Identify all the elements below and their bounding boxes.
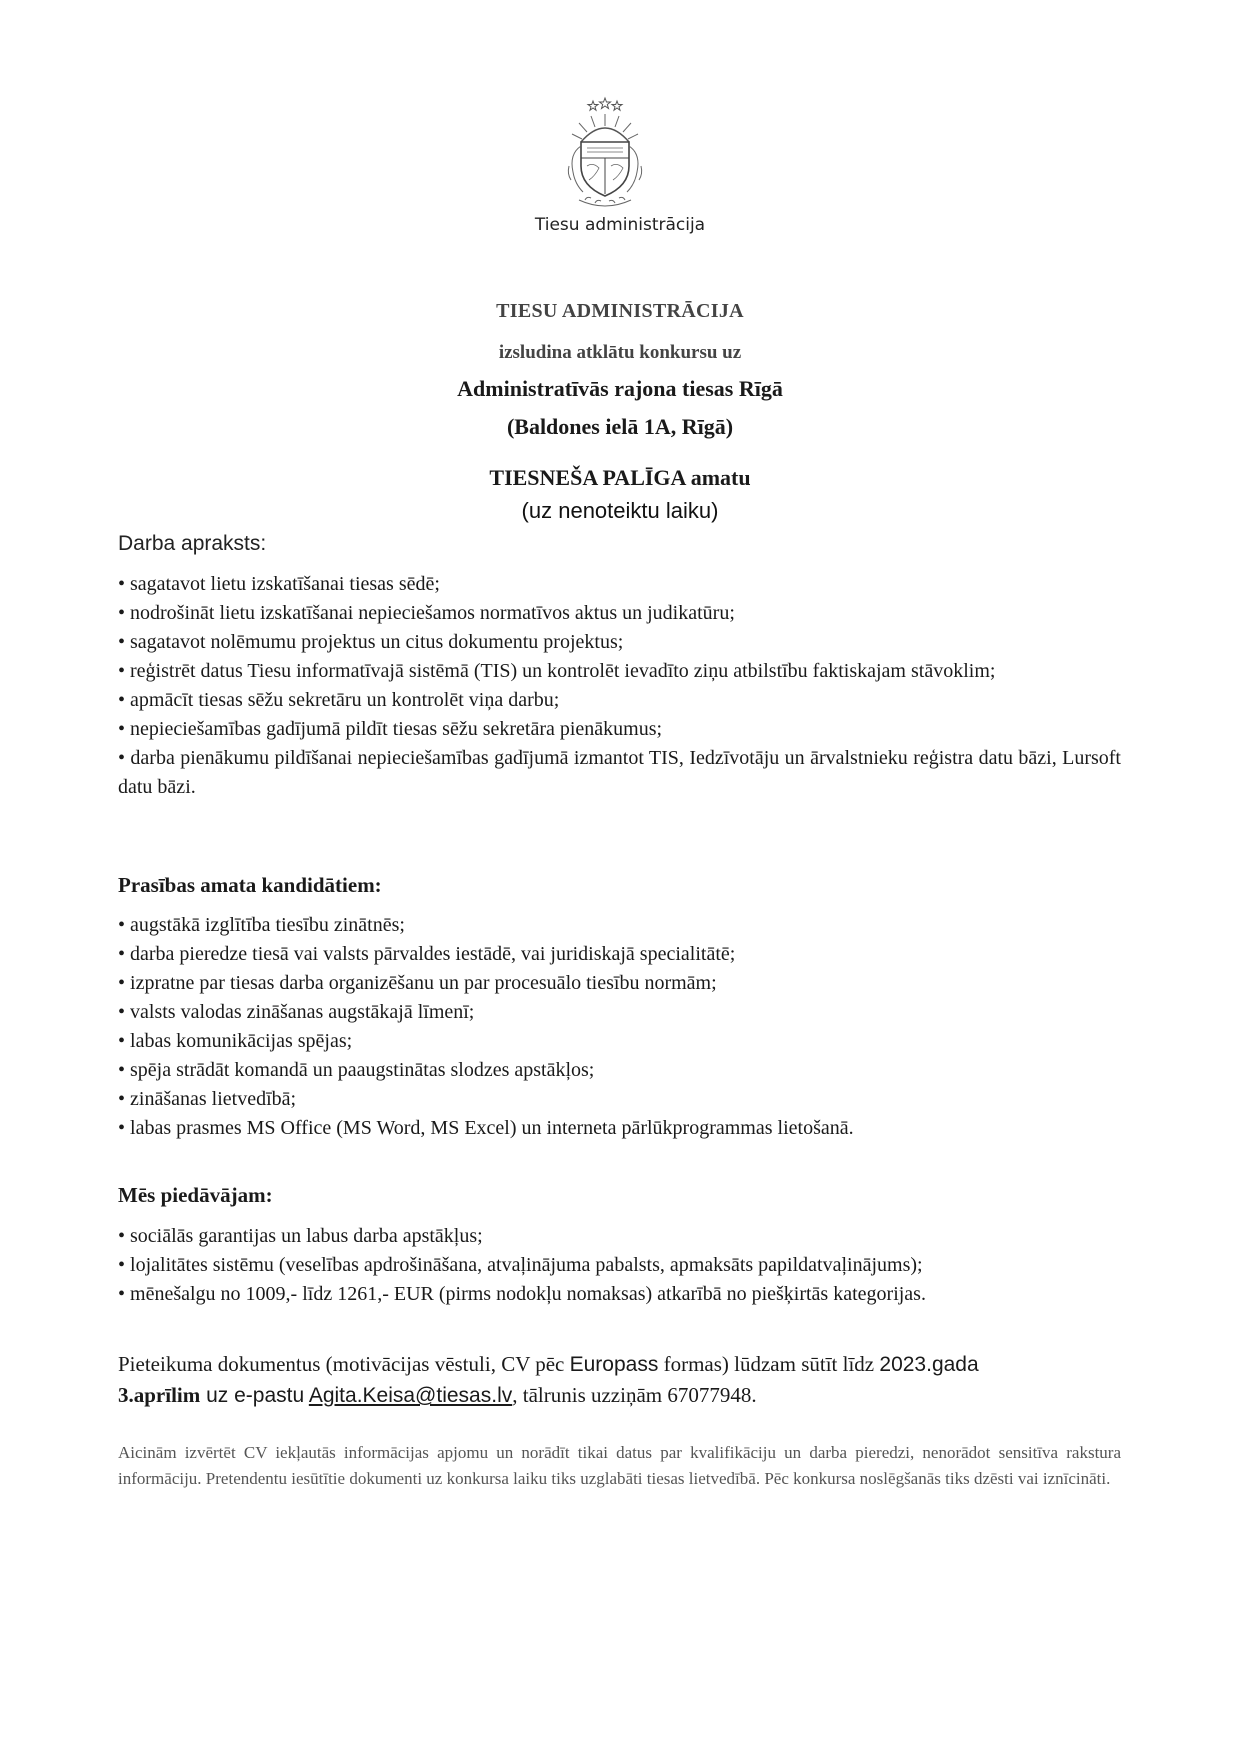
- list-item: • spēja strādāt komandā un paaugstinātas slodzes apstākļos;: [118, 1056, 1121, 1085]
- list-item: • sagatavot nolēmumu projektus un citus dokumentu projektus;: [118, 628, 1121, 657]
- privacy-note: Aicinām izvērtēt CV iekļautās informācijas apjomu un norādīt tikai datus par kvalifikāciju un darba pieredzi, nenorādot sensitīva rakstura informāciju. Pretendentu iesūtītie dokumenti uz konkursa laiku tiks uzglabāti tiesas lietvedībā. Pēc konkursa noslēgšanās tiks dzēsti vai iznīcināti.: [118, 1443, 1121, 1488]
- header-org: TIESU ADMINISTRĀCIJA: [496, 300, 744, 322]
- application-paragraph: [118, 1349, 1121, 1411]
- requirements-section: [118, 911, 1121, 1143]
- phone-text: , tālrunis uzziņām 67077948.: [512, 1383, 757, 1407]
- list-item: • augstākā izglītība tiesību zinātnēs;: [118, 911, 1121, 940]
- application-text: uz e-pastu: [200, 1384, 309, 1407]
- header-announce: izsludina atklātu konkursu uz: [498, 342, 742, 363]
- offer-section: [118, 1222, 1121, 1309]
- list-item: • labas komunikācijas spējas;: [118, 1027, 1121, 1056]
- header-court: Administratīvās rajona tiesas Rīgā: [457, 376, 783, 401]
- deadline-year: 2023.gada: [879, 1353, 979, 1376]
- list-item: • apmācīt tiesas sēžu sekretāru un kontrolēt viņa darbu;: [118, 686, 1121, 715]
- header-address: (Baldones ielā 1A, Rīgā): [506, 414, 734, 439]
- europass-text: Europass: [569, 1353, 659, 1376]
- header-position: TIESNEŠA PALĪGA amatu: [489, 465, 751, 490]
- email-link[interactable]: Agita.Keisa@tiesas.lv: [308, 1384, 513, 1407]
- deadline-date: 3.aprīlim: [118, 1383, 201, 1407]
- list-item: • darba pieredze tiesā vai valsts pārvaldes iestādē, vai juridiskajā specialitātē;: [118, 940, 1121, 969]
- list-item: • mēnešalgu no 1009,- līdz 1261,- EUR (pirms nodokļu nomaksas) atkarībā no piešķirtās kategorijas.: [118, 1280, 1121, 1309]
- list-item: • nodrošināt lietu izskatīšanai nepieciešamos normatīvos aktus un judikatūru;: [118, 599, 1121, 628]
- list-item: • valsts valodas zināšanas augstākajā līmenī;: [118, 998, 1121, 1027]
- list-item: • labas prasmes MS Office (MS Word, MS Excel) un interneta pārlūkprogrammas lietošanā.: [118, 1114, 1121, 1143]
- latvia-coat-of-arms-icon: [565, 96, 645, 214]
- logo-org-name: Tiesu administrācija: [534, 215, 706, 235]
- list-item: • sociālās garantijas un labus darba apstākļus;: [118, 1222, 1121, 1251]
- list-item: • reģistrēt datus Tiesu informatīvajā sistēmā (TIS) un kontrolēt ievadīto ziņu atbilstību faktiskajam stāvoklim;: [118, 657, 1121, 686]
- requirements-title: Prasības amata kandidātiem:: [118, 873, 382, 897]
- duties-section: [118, 570, 1121, 802]
- list-item: • darba pienākumu pildīšanai nepieciešamības gadījumā izmantot TIS, Iedzīvotāju un ārvalstnieku reģistra datu bāzi, Lursoft datu bāzi.: [118, 744, 1121, 802]
- list-item: • zināšanas lietvedībā;: [118, 1085, 1121, 1114]
- list-item: • nepieciešamības gadījumā pildīt tiesas sēžu sekretāra pienākumus;: [118, 715, 1121, 744]
- list-item: • izpratne par tiesas darba organizēšanu un par procesuālo tiesību normām;: [118, 969, 1121, 998]
- header-term: (uz nenoteiktu laiku): [521, 498, 719, 523]
- list-item: • sagatavot lietu izskatīšanai tiesas sēdē;: [118, 570, 1121, 599]
- application-text: Pieteikuma dokumentus (motivācijas vēstuli, CV pēc: [118, 1352, 570, 1376]
- list-item: • lojalitātes sistēmu (veselības apdrošināšana, atvaļinājuma pabalsts, apmaksāts papildatvaļinājums);: [118, 1251, 1121, 1280]
- offer-title: Mēs piedāvājam:: [118, 1183, 273, 1207]
- duties-title: Darba apraksts:: [118, 532, 267, 555]
- application-text: formas) lūdzam sūtīt līdz: [658, 1352, 880, 1376]
